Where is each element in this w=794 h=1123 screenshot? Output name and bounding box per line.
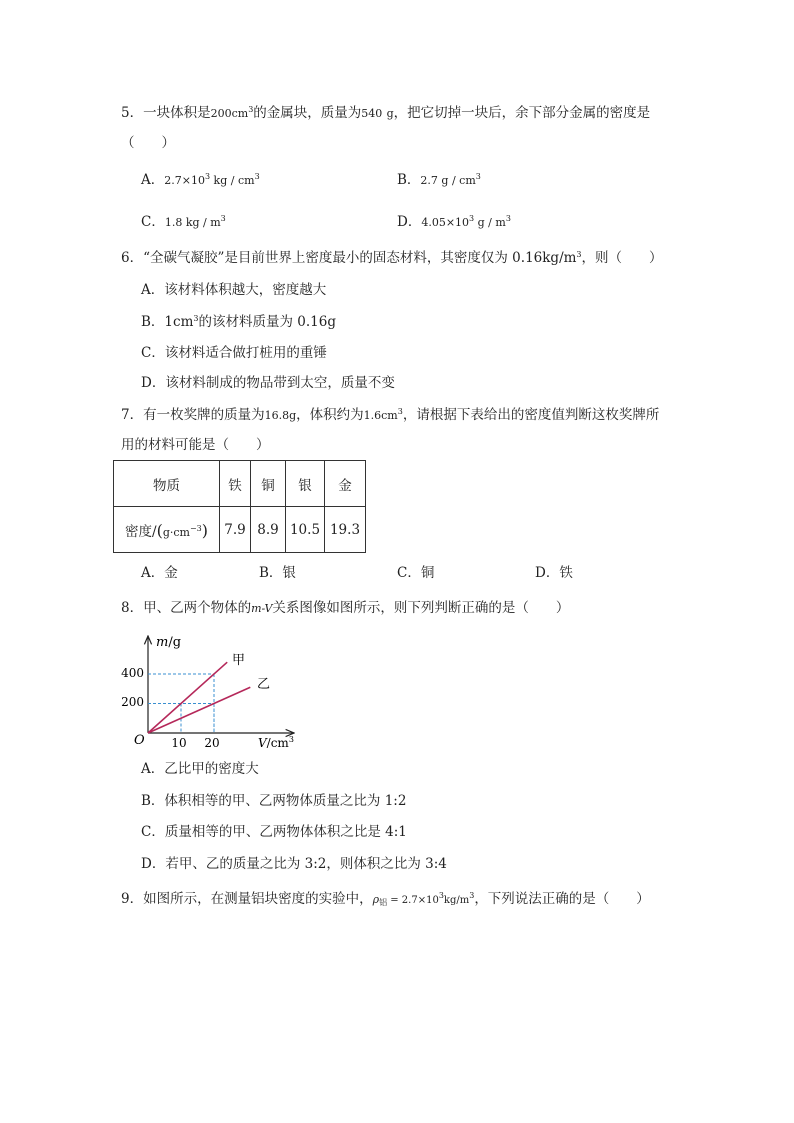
table-row-label: 密度$/(g\cdot cm^{-3})$ xyxy=(114,507,220,553)
q7-stem-text-c: ，请根据下表给出的密度值判断这枚奖牌所 xyxy=(402,407,660,423)
q6-stem-text-b: ，则（ ） xyxy=(581,250,663,266)
q9-rho-sub: 铝 xyxy=(379,898,388,907)
q5-stem-text-b: 的金属块，质量为 xyxy=(253,105,362,121)
series-line-yi xyxy=(148,687,250,733)
q5-volume-exp: 3 xyxy=(248,105,254,114)
series-label-yi: 乙 xyxy=(257,677,271,692)
q5-stem xyxy=(121,104,650,123)
table-value-copper: 8.9 xyxy=(251,507,286,553)
q5-option-d xyxy=(397,213,511,232)
q6-option-b xyxy=(141,313,336,331)
table-value-iron: 7.9 xyxy=(220,507,251,553)
q6-option-d: D．该材料制成的物品带到太空，质量不变 xyxy=(141,375,395,391)
q5-option-d-exp: 3 xyxy=(469,214,475,223)
y-tick-200: 200 xyxy=(121,695,144,709)
q9-rho: ρ xyxy=(372,893,380,906)
q5-volume: 200 xyxy=(210,107,232,120)
q7-option-b: B．银 xyxy=(259,565,296,581)
y-tick-400: 400 xyxy=(121,666,144,680)
series-lines xyxy=(148,662,250,733)
q5-mass-unit: g xyxy=(386,107,394,120)
y-axis-label: m/g xyxy=(156,635,182,650)
q5-volume-unit: cm xyxy=(231,107,249,120)
q7-stem-line2: 用的材料可能是（ ） xyxy=(121,437,270,453)
origin-label: O xyxy=(134,733,145,748)
q6-option-b-text-b: 的该材料质量为 0.16g xyxy=(198,314,336,330)
q5-option-c xyxy=(141,213,226,232)
q5-answer-paren: （ ） xyxy=(121,135,175,151)
q5-option-c-value: 1.8 kg / m xyxy=(164,216,221,229)
q9-eq-unit-exp: 3 xyxy=(469,891,475,900)
q7-mass: 16.8g xyxy=(264,409,297,422)
series-line-jia xyxy=(148,662,227,733)
table-header-label: 物质 xyxy=(114,461,220,507)
q5-option-c-exp: 3 xyxy=(220,214,226,223)
table-row xyxy=(114,507,366,553)
q5-option-d-unit-exp: 3 xyxy=(505,214,511,223)
q8-option-a: A．乙比甲的密度大 xyxy=(141,761,259,777)
table-value-gold: 19.3 xyxy=(325,507,366,553)
q8-stem xyxy=(121,599,569,618)
q5-option-a-exp: 3 xyxy=(204,172,211,181)
q8-option-c: C．质量相等的甲、乙两物体体积之比是 4:1 xyxy=(141,824,407,840)
q6-stem-text-a: 6．“全碳气凝胶”是目前世界上密度最小的固态材料，其密度仅为 0.16kg/m xyxy=(121,250,577,266)
q5-option-a xyxy=(141,171,260,190)
table-material-silver: 银 xyxy=(286,461,325,507)
q9-eq-exp: 3 xyxy=(438,891,444,900)
q5-option-b-value: 2.7 g / cm xyxy=(420,174,476,187)
q9-stem-text-a: 9．如图所示，在测量铝块密度的实验中， xyxy=(121,891,373,907)
q6-stem xyxy=(121,249,663,267)
q7-option-d: D．铁 xyxy=(535,565,573,581)
q9-eq-unit: kg/m xyxy=(443,895,470,906)
density-unit-exp: −3 xyxy=(189,523,202,533)
q9-stem xyxy=(121,890,650,910)
q5-option-a-unit: kg / cm xyxy=(210,174,255,187)
q6-option-a: A．该材料体积越大，密度越大 xyxy=(141,282,327,298)
q9-eq-value: = 2.7×10 xyxy=(387,895,439,906)
q5-mass: 540 xyxy=(361,107,383,120)
density-label: 密度/ xyxy=(125,523,157,540)
q9-stem-text-b: ，下列说法正确的是（ ） xyxy=(474,891,650,907)
q5-option-d-unit: g / m xyxy=(474,216,506,229)
q5-option-d-value: 4.05×10 xyxy=(421,216,470,229)
table-row xyxy=(114,461,366,507)
x-tick-10: 10 xyxy=(171,736,187,750)
table-material-iron: 铁 xyxy=(220,461,251,507)
q5-option-d-letter: D． xyxy=(397,214,422,230)
q6-option-c: C．该材料适合做打桩用的重锤 xyxy=(141,345,327,361)
q5-option-b xyxy=(397,171,481,190)
q6-stem-exp: 3 xyxy=(576,250,582,259)
q5-stem-text-c: ，把它切掉一块后，余下部分金属的密度是 xyxy=(393,105,651,121)
table-value-silver: 10.5 xyxy=(286,507,325,553)
q7-volume-exp: 3 xyxy=(397,407,403,416)
series-label-jia: 甲 xyxy=(232,653,246,668)
q7-option-a: A．金 xyxy=(141,565,178,581)
q5-option-b-letter: B． xyxy=(397,172,421,188)
m-v-graph xyxy=(121,630,306,755)
q7-volume: 1.6cm xyxy=(363,409,398,422)
q6-option-b-exp: 3 xyxy=(193,314,199,323)
q7-stem-text-b: ，体积约为 xyxy=(296,407,364,423)
q7-stem xyxy=(121,406,659,425)
q7-stem-text-a: 7．有一枚奖牌的质量为 xyxy=(121,407,265,423)
x-axis-label: $V/cm^3$ xyxy=(258,735,294,750)
q5-option-c-letter: C． xyxy=(141,214,165,230)
table-material-gold: 金 xyxy=(325,461,366,507)
table-material-copper: 铜 xyxy=(251,461,286,507)
x-tick-20: 20 xyxy=(204,736,220,750)
q5-option-a-value: 2.7×10 xyxy=(164,174,205,187)
q8-option-b: B．体积相等的甲、乙两物体质量之比为 1:2 xyxy=(141,793,407,809)
q5-stem-text-a: 5．一块体积是 xyxy=(121,105,211,121)
q5-option-b-exp: 3 xyxy=(475,172,481,181)
q8-stem-mv: m-V xyxy=(251,602,273,615)
q8-stem-text-b: 关系图像如图所示，则下列判断正确的是（ ） xyxy=(272,600,570,616)
q5-option-a-unit-exp: 3 xyxy=(254,172,260,181)
q6-option-b-text-a: B．1cm xyxy=(141,314,194,330)
density-table xyxy=(113,460,366,553)
q8-option-d: D．若甲、乙的质量之比为 3:2，则体积之比为 3:4 xyxy=(141,856,447,872)
q5-option-a-letter: A． xyxy=(141,172,165,188)
q7-option-c: C．铜 xyxy=(397,565,435,581)
density-unit: g·cm xyxy=(162,525,190,539)
q8-stem-text-a: 8．甲、乙两个物体的 xyxy=(121,600,252,616)
